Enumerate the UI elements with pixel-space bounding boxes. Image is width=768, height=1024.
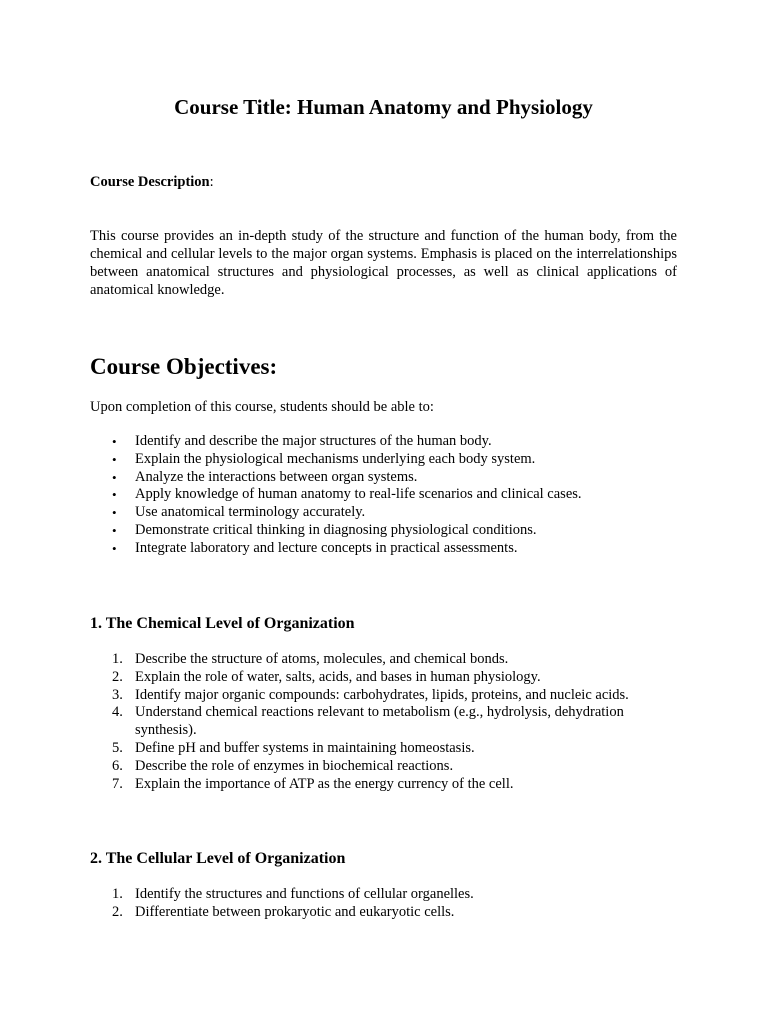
section-heading-chemical-level: 1. The Chemical Level of Organization [90, 615, 355, 632]
item-number: 6. [112, 757, 123, 774]
course-description-paragraph: This course provides an in-depth study of the structure and function of the human body, from the chemical and cellular levels to the major organ systems. Emphasis is placed on the interrelationships between anatomical structures and physiological processes, as well as clinical applications of anatomical knowledge. [90, 228, 677, 298]
numbered-item [90, 904, 650, 922]
objective-item [90, 540, 677, 558]
item-text: Define pH and buffer systems in maintaining homeostasis. [135, 739, 475, 756]
course-description-colon: : [209, 174, 214, 190]
item-number: 3. [112, 686, 123, 703]
objective-text: Demonstrate critical thinking in diagnosing physiological conditions. [135, 521, 537, 538]
objective-item [90, 433, 677, 451]
numbered-item [90, 669, 650, 687]
numbered-item [90, 886, 650, 904]
bullet-icon: • [112, 540, 117, 556]
course-description-label: Course Description [90, 174, 210, 190]
bullet-icon: • [112, 451, 117, 467]
item-number: 1. [112, 886, 123, 902]
course-title: Course Title: Human Anatomy and Physiology [174, 95, 593, 119]
bullet-icon: • [112, 522, 117, 538]
item-text: Describe the structure of atoms, molecules, and chemical bonds. [135, 651, 509, 667]
item-text: Identify major organic compounds: carbohydrates, lipids, proteins, and nucleic acids. [135, 686, 629, 703]
objective-text: Analyze the interactions between organ systems. [135, 468, 418, 485]
bullet-icon: • [112, 469, 117, 485]
objective-item [90, 504, 677, 522]
numbered-item [90, 758, 650, 776]
chemical-level-list [90, 651, 650, 793]
document-page [90, 0, 677, 1024]
item-number: 2. [112, 903, 123, 920]
objectives-list [90, 433, 677, 558]
objective-text: Explain the physiological mechanisms underlying each body system. [135, 450, 536, 467]
item-number: 1. [112, 651, 123, 667]
item-text: Understand chemical reactions relevant to metabolism (e.g., hydrolysis, dehydration synthesis). [135, 704, 624, 739]
course-description-label-line [90, 172, 214, 192]
bullet-icon: • [112, 505, 117, 521]
bullet-icon: • [112, 487, 117, 503]
item-number: 2. [112, 668, 123, 685]
objective-item [90, 469, 677, 487]
item-text: Identify the structures and functions of cellular organelles. [135, 886, 474, 902]
objective-text: Use anatomical terminology accurately. [135, 504, 366, 521]
objectives-intro: Upon completion of this course, students should be able to: [90, 399, 434, 415]
numbered-item [90, 704, 650, 740]
cellular-level-list [90, 886, 650, 922]
numbered-item [90, 776, 650, 794]
item-number: 4. [112, 704, 123, 721]
objective-text: Identify and describe the major structures of the human body. [135, 433, 492, 449]
item-text: Explain the importance of ATP as the energy currency of the cell. [135, 775, 514, 792]
section-heading-cellular-level: 2. The Cellular Level of Organization [90, 850, 346, 867]
item-text: Differentiate between prokaryotic and eukaryotic cells. [135, 903, 455, 920]
item-number: 5. [112, 739, 123, 756]
numbered-item [90, 687, 650, 705]
objective-text: Apply knowledge of human anatomy to real-life scenarios and clinical cases. [135, 486, 582, 503]
objective-item [90, 486, 677, 504]
objective-item [90, 451, 677, 469]
objective-item [90, 522, 677, 540]
objectives-heading: Course Objectives: [90, 354, 278, 379]
bullet-icon: • [112, 434, 117, 449]
item-text: Describe the role of enzymes in biochemical reactions. [135, 757, 454, 774]
item-number: 7. [112, 775, 123, 792]
numbered-item [90, 740, 650, 758]
item-text: Explain the role of water, salts, acids, and bases in human physiology. [135, 668, 541, 685]
objective-text: Integrate laboratory and lecture concepts in practical assessments. [135, 539, 518, 556]
numbered-item [90, 651, 650, 669]
